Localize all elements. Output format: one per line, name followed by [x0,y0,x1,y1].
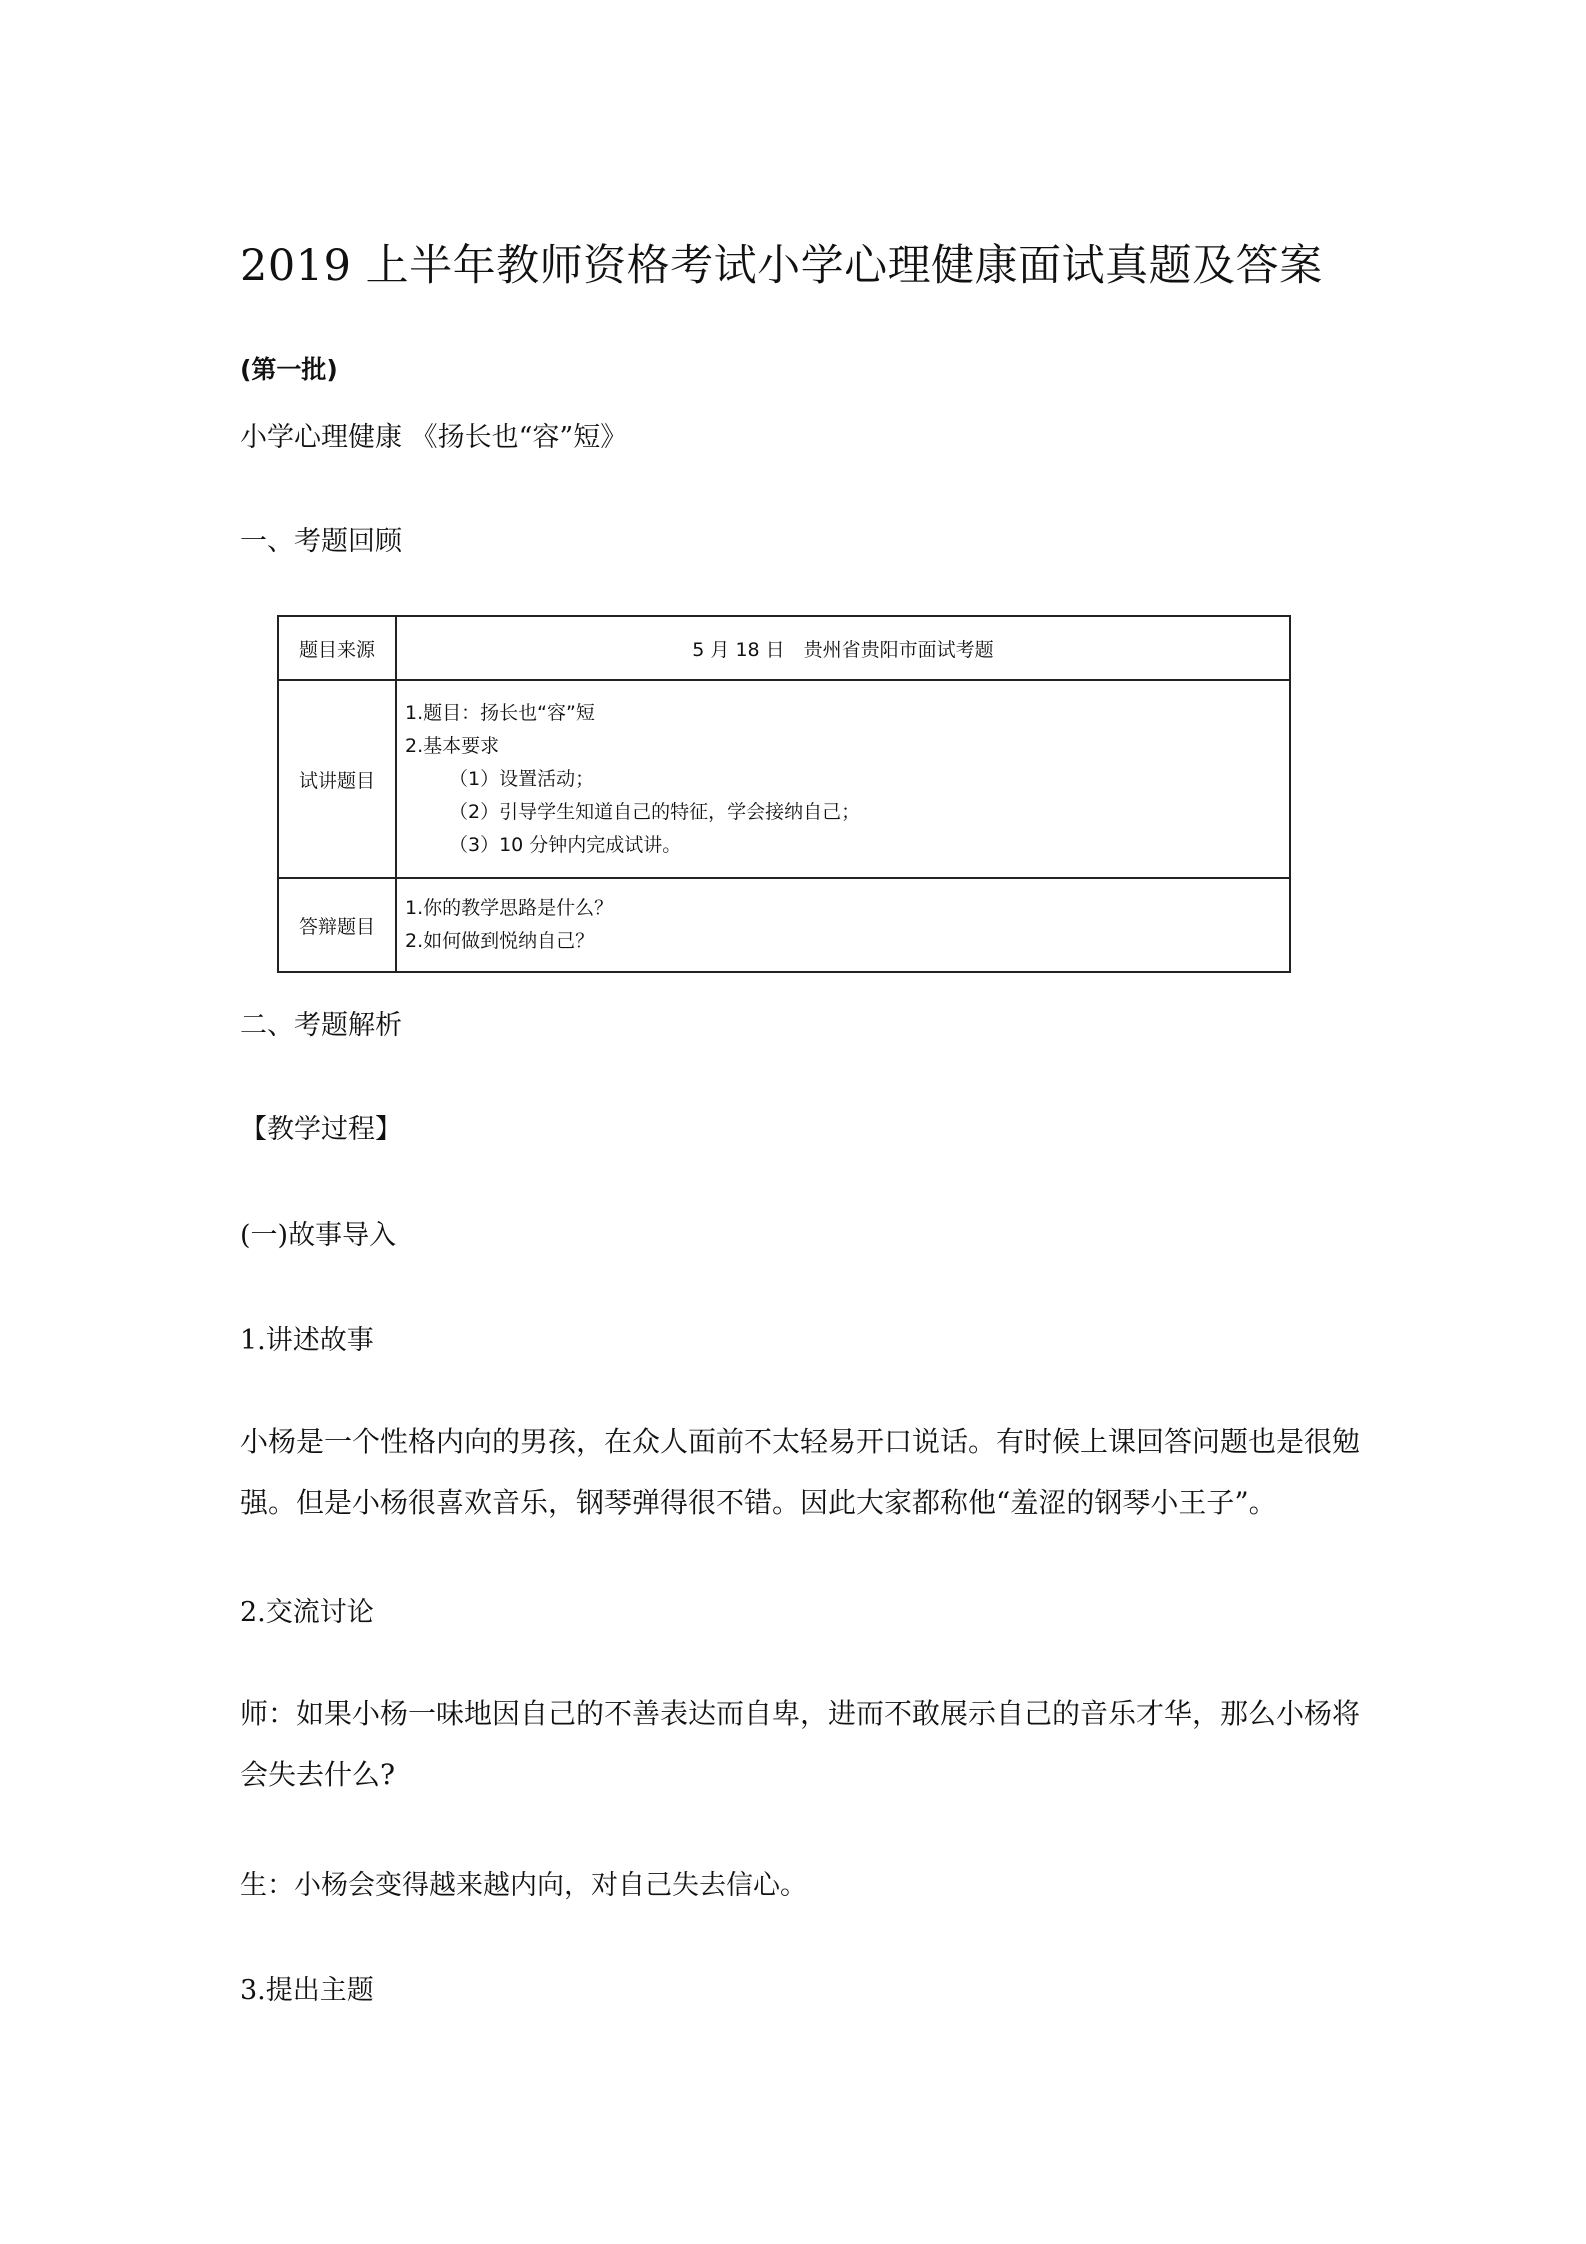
section-heading-review: 一、考题回顾 [240,526,402,557]
table-value-source: 5 月 18 日 贵州省贵阳市面试考题 [396,616,1290,680]
student-answer: 生：小杨会变得越来越内向，对自己失去信心。 [240,1870,807,1901]
table-label-lecture: 试讲题目 [278,680,396,878]
table-row [278,878,1290,972]
section-heading-analysis: 二、考题解析 [240,1010,402,1041]
subject-line: 小学心理健康 《扬长也“容”短》 [240,422,628,453]
table-row [278,680,1290,878]
table-row [278,616,1290,680]
lecture-line: （3）10 分钟内完成试讲。 [449,833,682,856]
step-discussion: 2.交流讨论 [240,1597,374,1628]
table-value-defense [396,878,1290,972]
defense-line: 1.你的教学思路是什么？ [405,897,614,919]
table-value-lecture [396,680,1290,878]
lecture-line: （1）设置活动； [449,767,595,790]
batch-label: (第一批) [240,355,338,384]
step-propose-theme: 3.提出主题 [240,1975,374,2006]
lecture-line: 1.题目：扬长也“容”短 [405,701,595,724]
teaching-process-heading: 【教学过程】 [240,1114,402,1145]
lecture-line: （2）引导学生知道自己的特征，学会接纳自己； [449,800,861,823]
table-label-defense: 答辩题目 [278,878,396,972]
story-paragraph: 小杨是一个性格内向的男孩，在众人面前不太轻易开口说话。有时候上课回答问题也是很勉强。但是小杨很喜欢音乐，钢琴弹得很不错。因此大家都称他“羞涩的钢琴小王子”。 [240,1425,1361,1519]
lecture-line: 2.基本要求 [405,734,500,757]
table-label-source: 题目来源 [278,616,396,680]
step-tell-story: 1.讲述故事 [240,1325,374,1356]
defense-line: 2.如何做到悦纳自己？ [405,930,595,952]
part-heading-story: (一)故事导入 [240,1220,397,1251]
question-table [277,615,1291,973]
teacher-question: 师：如果小杨一味地因自己的不善表达而自卑，进而不敢展示自己的音乐才华，那么小杨将会失去什么? [240,1697,1361,1791]
document-title: 2019 上半年教师资格考试小学心理健康面试真题及答案 [240,241,1323,291]
